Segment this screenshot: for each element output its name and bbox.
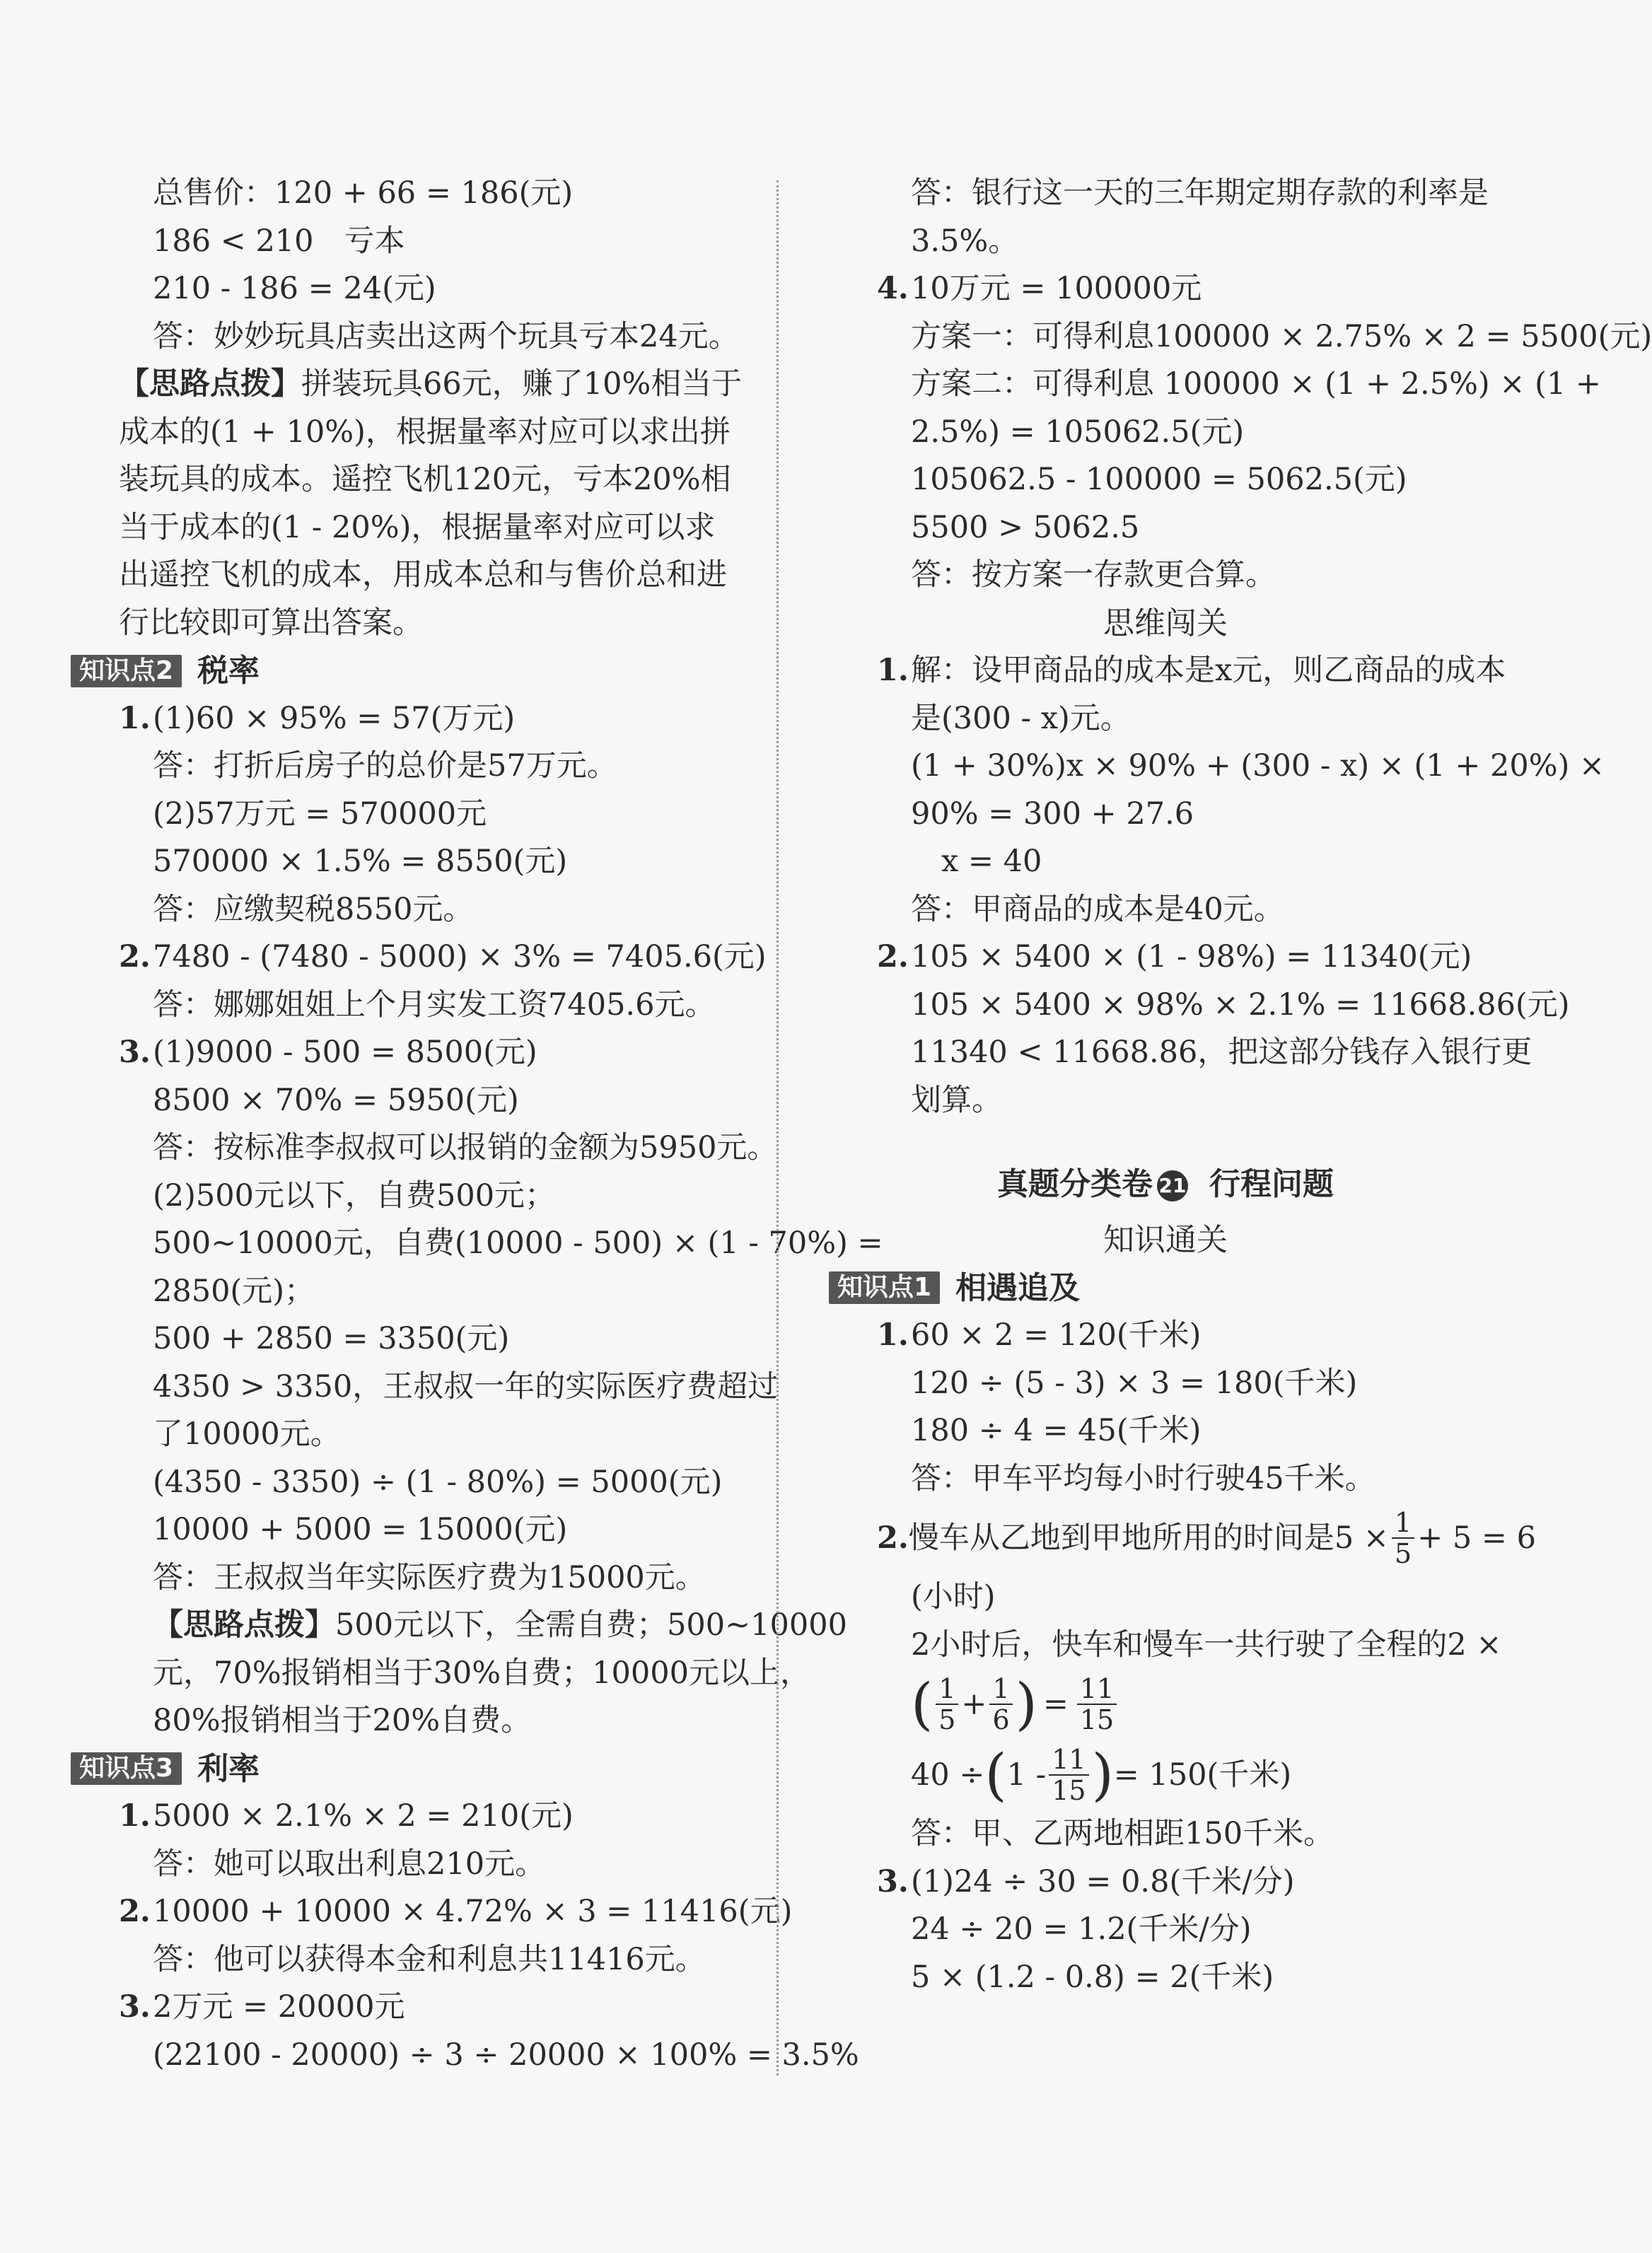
question-number: 1. — [877, 1317, 909, 1353]
text-line: (1 + 30%)x × 90% + (300 - x) × (1 + 20%) × — [911, 748, 1605, 784]
tip-line: 装玩具的成本。遥控飞机120元，亏本20%相 — [119, 462, 731, 497]
text-line: 5 × (1.2 - 0.8) = 2(千米) — [911, 1959, 1274, 1995]
question-line — [826, 1312, 1505, 1360]
fraction-numerator: 11 — [1077, 1674, 1117, 1705]
knowledge-point-title: 相遇追及 — [955, 1269, 1081, 1306]
tip-label: 【思路点拨】 — [153, 1607, 335, 1643]
knowledge-point-heading — [68, 647, 768, 695]
text-line: 500~10000元，自费(10000 - 500) × (1 - 70%) = — [153, 1226, 883, 1261]
text-line: 24 ÷ 20 = 1.2(千米/分) — [911, 1911, 1252, 1947]
text-line: 105062.5 - 100000 = 5062.5(元) — [911, 462, 1407, 497]
text-line: 3.5%。 — [911, 223, 1019, 259]
fraction — [1049, 1745, 1088, 1805]
text-line: 了10000元。 — [153, 1416, 341, 1452]
text-line: 答：她可以取出利息210元。 — [153, 1846, 546, 1882]
fraction-numerator: 11 — [1049, 1745, 1088, 1776]
text-line: 总售价：120 + 66 = 186(元) — [153, 175, 574, 211]
question-number: 3. — [119, 1989, 151, 2025]
question-line — [826, 1503, 1536, 1573]
text-line: 90% = 300 + 27.6 — [911, 796, 1194, 832]
fraction-denominator: 5 — [938, 1704, 956, 1735]
question-number: 3. — [119, 1035, 151, 1070]
column-divider — [776, 180, 779, 2076]
text-line: 210 - 186 = 24(元) — [153, 271, 436, 306]
question-text: 解：设甲商品的成本是x元，则乙商品的成本 — [911, 653, 1506, 688]
left-column — [68, 170, 883, 2079]
section-title: 思维闯关 — [1103, 605, 1228, 641]
question-line — [68, 695, 768, 743]
section-title: 知识通关 — [1103, 1222, 1228, 1258]
text-line: 方案二：可得利息 100000 × (1 + 2.5%) × (1 + — [911, 366, 1601, 402]
knowledge-point-tag: 知识点3 — [71, 1752, 182, 1785]
tip-line: 当于成本的(1 - 20%)，根据量率对应可以求 — [119, 509, 716, 545]
fraction-denominator: 15 — [1079, 1704, 1115, 1735]
text-line: 2小时后，快车和慢车一共行驶了全程的2 × — [911, 1626, 1502, 1663]
question-line — [68, 1029, 768, 1077]
question-line — [68, 1984, 768, 2032]
tip-line: 出遥控飞机的成本，用成本总和与售价总和进 — [119, 557, 727, 593]
text-line: 4350 > 3350，王叔叔一年的实际医疗费超过 — [153, 1368, 779, 1404]
text-line: 2.5%) = 105062.5(元) — [911, 414, 1245, 450]
fraction-denominator: 6 — [992, 1704, 1010, 1735]
knowledge-point-title: 税率 — [197, 653, 260, 689]
tip-line — [68, 1602, 847, 1650]
text-line: 答：甲车平均每小时行驶45千米。 — [911, 1460, 1375, 1496]
knowledge-point-tag: 知识点1 — [829, 1271, 940, 1304]
question-text: (1)9000 - 500 = 8500(元) — [153, 1035, 537, 1070]
formula-text: 1 - — [1006, 1757, 1047, 1793]
knowledge-point-heading — [826, 1264, 1505, 1312]
question-line — [68, 1793, 768, 1841]
question-text: + 5 = 6 — [1417, 1520, 1536, 1556]
question-text: (1)60 × 95% = 57(万元) — [153, 700, 516, 736]
formula-line — [826, 1740, 1505, 1810]
text-line: 186 < 210 亏本 — [153, 223, 405, 259]
question-text: 105 × 5400 × (1 - 98%) = 11340(元) — [911, 939, 1472, 974]
text-line: 500 + 2850 = 3350(元) — [153, 1321, 510, 1356]
question-number: 2. — [119, 939, 151, 974]
question-number: 1. — [877, 653, 909, 688]
fraction-numerator: 1 — [1392, 1508, 1414, 1539]
question-text: 10万元 = 100000元 — [911, 271, 1202, 306]
knowledge-point-heading — [68, 1745, 768, 1793]
text-line: 105 × 5400 × 98% × 2.1% = 11668.86(元) — [911, 986, 1570, 1023]
question-number: 4. — [877, 271, 909, 306]
text-line: 划算。 — [911, 1082, 1002, 1118]
fraction — [1392, 1508, 1414, 1568]
formula-line — [826, 1669, 1505, 1740]
knowledge-point-tag: 知识点2 — [71, 655, 182, 687]
fraction — [1077, 1674, 1117, 1735]
chapter-title — [826, 1153, 1505, 1216]
text-line: 2850(元)； — [153, 1273, 315, 1309]
left-paren: ( — [984, 1742, 1007, 1807]
text-line: 8500 × 70% = 5950(元) — [153, 1082, 519, 1118]
text-line: 5500 > 5062.5 — [911, 509, 1140, 545]
formula-text: 40 ÷ — [911, 1757, 985, 1793]
question-text: 7480 - (7480 - 5000) × 3% = 7405.6(元) — [153, 939, 767, 974]
question-text: 60 × 2 = 120(千米) — [911, 1317, 1202, 1353]
text-line: 方案一：可得利息100000 × 2.75% × 2 = 5500(元) — [911, 318, 1652, 354]
text-line: 答：王叔叔当年实际医疗费为15000元。 — [153, 1559, 706, 1595]
question-line — [826, 265, 1505, 313]
fraction-denominator: 5 — [1394, 1538, 1412, 1569]
tip-line: 成本的(1 + 10%)，根据量率对应可以求出拼 — [119, 414, 731, 450]
question-line — [826, 933, 1505, 982]
text-line: 答：甲、乙两地相距150千米。 — [911, 1816, 1334, 1851]
question-line — [68, 1888, 793, 1936]
question-text: (1)24 ÷ 30 = 0.8(千米/分) — [911, 1863, 1295, 1899]
tip-label: 【思路点拨】 — [119, 366, 301, 402]
tip-line: 行比较即可算出答案。 — [119, 605, 423, 641]
text-line: 570000 × 1.5% = 8550(元) — [153, 844, 568, 879]
left-paren: ( — [911, 1671, 933, 1737]
question-number: 2. — [877, 1520, 909, 1556]
text-line: 答：他可以获得本金和利息共11416元。 — [153, 1941, 706, 1977]
text-line: 180 ÷ 4 = 45(千米) — [911, 1413, 1202, 1448]
knowledge-point-title: 利率 — [197, 1750, 260, 1787]
tip-line: 元，70%报销相当于30%自费；10000元以上， — [153, 1655, 810, 1691]
right-column — [826, 170, 1652, 2001]
text-line: 10000 + 5000 = 15000(元) — [153, 1512, 568, 1547]
fraction — [936, 1674, 958, 1735]
question-line — [68, 933, 768, 982]
text-line: (4350 - 3350) ÷ (1 - 80%) = 5000(元) — [153, 1464, 723, 1500]
text-line: 11340 < 11668.86，把这部分钱存入银行更 — [911, 1035, 1532, 1070]
question-line — [826, 1858, 1505, 1906]
question-text: 2万元 = 20000元 — [153, 1989, 405, 2025]
fraction-denominator: 15 — [1052, 1775, 1086, 1806]
text-line: 是(300 - x)元。 — [911, 700, 1131, 736]
question-text: 5000 × 2.1% × 2 = 210(元) — [153, 1798, 574, 1834]
right-paren: ) — [1091, 1742, 1114, 1807]
text-line: 答：打折后房子的总价是57万元。 — [153, 748, 617, 784]
text-line: 答：甲商品的成本是40元。 — [911, 891, 1284, 927]
operator: = — [1042, 1687, 1069, 1722]
text-line: 答：娜娜姐姐上个月实发工资7405.6元。 — [153, 986, 716, 1023]
text-line: 答：应缴契税8550元。 — [153, 891, 474, 927]
text-line: x = 40 — [911, 844, 1042, 879]
text-line: (2)57万元 = 570000元 — [153, 796, 487, 832]
text-line: (小时) — [911, 1579, 996, 1614]
question-number: 1. — [119, 700, 151, 736]
fraction-numerator: 1 — [936, 1674, 958, 1705]
tip-text: 500元以下，全需自费；500~10000 — [335, 1607, 847, 1643]
chapter-prefix: 真题分类卷 — [997, 1166, 1153, 1202]
text-line: 答：按方案一存款更合算。 — [911, 557, 1276, 593]
text-line: 答：按标准李叔叔可以报销的金额为5950元。 — [153, 1130, 778, 1165]
chapter-name: 行程问题 — [1209, 1166, 1334, 1202]
tip-line: 80%报销相当于20%自费。 — [153, 1703, 532, 1738]
question-number: 2. — [119, 1894, 151, 1929]
question-line — [826, 647, 1505, 695]
tip-text: 拼装玩具66元，赚了10%相当于 — [301, 366, 743, 402]
chapter-number-badge: 21 — [1157, 1170, 1188, 1201]
question-text: 慢车从乙地到甲地所用的时间是5 × — [908, 1520, 1389, 1556]
question-text: 10000 + 10000 × 4.72% × 3 = 11416(元) — [153, 1894, 793, 1929]
text-line: 答：银行这一天的三年期定期存款的利率是 — [911, 175, 1489, 211]
right-paren: ) — [1015, 1671, 1037, 1737]
formula-text: = 150(千米) — [1113, 1757, 1292, 1793]
fraction-numerator: 1 — [989, 1674, 1012, 1705]
fraction — [989, 1674, 1012, 1735]
question-number: 3. — [877, 1863, 909, 1899]
text-line: 答：妙妙玩具店卖出这两个玩具亏本24元。 — [153, 318, 739, 354]
text-line: 120 ÷ (5 - 3) × 3 = 180(千米) — [911, 1365, 1358, 1401]
question-number: 2. — [877, 939, 909, 974]
text-line: (2)500元以下，自费500元； — [153, 1177, 556, 1213]
tip-line — [68, 361, 768, 409]
operator: + — [961, 1687, 987, 1722]
question-number: 1. — [119, 1798, 151, 1834]
text-line: (22100 - 20000) ÷ 3 ÷ 20000 × 100% = 3.5% — [153, 2037, 859, 2073]
